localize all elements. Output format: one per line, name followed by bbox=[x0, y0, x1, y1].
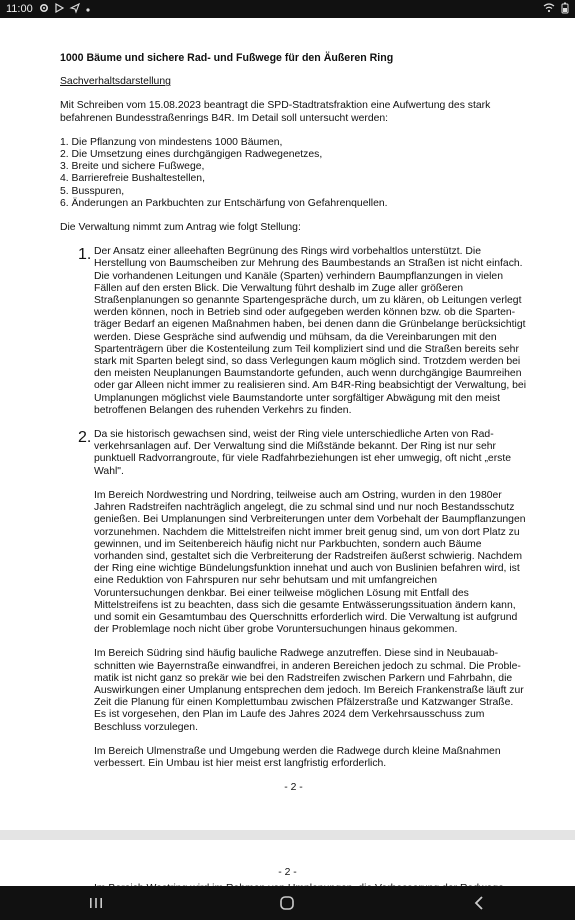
intro-paragraph: Mit Schreiben vom 15.08.2023 beantragt die SPD-Stadtratsfraktion eine Aufwertung des stark befahrenen Bundesstraßenrings B4R. Im Detail soll untersucht werden: bbox=[60, 100, 491, 124]
home-button[interactable] bbox=[267, 891, 307, 915]
page-separator bbox=[0, 830, 575, 840]
request-item: 2. Die Umsetzung eines durchgängigen Radwegenetzes, bbox=[60, 149, 323, 161]
request-item: 1. Die Pflanzung von mindestens 1000 Bäumen, bbox=[60, 136, 283, 148]
request-item: 6. Änderungen an Parkbuchten zur Entschärfung von Gefahrenquellen. bbox=[60, 197, 388, 209]
point-paragraph: Da sie historisch gewachsen sind, weist der Ring viele unterschiedliche Arten von Rad-verkehrsanlagen auf. Der Verwaltung sind die Mißstände bekannt. Der Ring ist nur sehr punktuell Radvorrangroute, für viele Radfahrbeziehungen ist eher umwegig, oft nicht „erste Wahl". bbox=[94, 429, 512, 477]
point-number: 2. bbox=[78, 429, 92, 447]
point-number: 1. bbox=[78, 246, 92, 264]
request-item: 5. Busspuren, bbox=[60, 185, 125, 197]
next-page-number: - 2 - bbox=[278, 867, 297, 878]
wifi-icon bbox=[543, 3, 555, 16]
request-item: 3. Breite und sichere Fußwege, bbox=[60, 161, 205, 173]
back-icon bbox=[472, 895, 486, 911]
point-paragraph: Im Bereich Südring sind häufig bauliche Radwege anzutreffen. Diese sind in Neubauab-schnitten wie Bayernstraße einwandfrei, in anderen Bereichen jedoch zu schmal. Die Proble-matik ist nicht ganz so prekär wie bei den Radstreifen zwischen Parkern und Fahrbahn, die Auswirkungen einer Umplanung entsprechen dem jedoch. Im Bereich Frankenstraße läuft zur Zeit die Planung für einen Komplettumbau zwischen Pfälzerstraße und Katzwanger Straße. Es ist vorgesehen, den Plan im Laufe des Jahres 2024 dem Verkehrsausschuss zum Beschluss vorzulegen. bbox=[94, 648, 524, 733]
document-page[interactable] bbox=[0, 18, 575, 830]
point-body bbox=[94, 429, 527, 770]
stance-paragraph: Die Verwaltung nimmt zum Antrag wie folgt Stellung: bbox=[60, 222, 301, 234]
document-title: 1000 Bäume und sichere Rad- und Fußwege für den Äußeren Ring bbox=[60, 52, 394, 64]
home-icon bbox=[279, 895, 295, 911]
recent-apps-icon bbox=[88, 896, 104, 910]
statement-point bbox=[60, 429, 527, 770]
dot-icon bbox=[86, 4, 90, 15]
play-store-icon bbox=[55, 3, 64, 16]
point-body bbox=[94, 246, 527, 417]
next-document-page[interactable] bbox=[0, 840, 575, 886]
statement-points bbox=[60, 246, 527, 770]
clock: 11:00 bbox=[6, 3, 33, 15]
statement-point bbox=[60, 246, 527, 417]
point-paragraph: Im Bereich Nordwestring und Nordring, teilweise auch am Ostring, wurden in den 1980er Jahren Radstreifen nachträglich angelegt, die zu schmal sind und nur noch Bestandsschutz genießen. Bei Umplanungen sind Verbreiterungen unter dem Vorbehalt der Baumpflanzungen vorzunehmen. Nachdem die Mittelstreifen nicht immer breit genug sind, um von dort Platz zu gewinnen, und im Seitenbereich häufig nicht nur Parkbuchten, sondern auch Bäume vorhanden sind, gestaltet sich die Verbreiterung der Radstreifen äußerst schwierig. Nachdem der Ring eine wichtige Bündelungsfunktion innehat und auch von Buslinien befahren wird, ist eine Reduktion von Fahrspuren nur sehr behutsam und mit umfangreichen Voruntersuchungen denkbar. Bei einer teilweise möglichen Lösung mit Entfall des Mittelstreifens ist zu beachten, dass sich die gesamte Entwässerungssituation ändern kann, und somit ein Gesamtumbau des Querschnitts erforderlich wird. Die Verwaltung ist aufgrund der Problemlage noch nicht über grobe Voruntersuchungen hinaus gekommen. bbox=[94, 489, 526, 636]
request-item: 4. Barrierefreie Bushaltestellen, bbox=[60, 173, 205, 185]
back-button[interactable] bbox=[459, 891, 499, 915]
recent-apps-button[interactable] bbox=[76, 891, 116, 915]
section-heading: Sachverhaltsdarstellung bbox=[60, 76, 171, 88]
battery-icon bbox=[561, 2, 569, 17]
page-number: - 2 - bbox=[284, 782, 303, 794]
point-paragraph: Im Bereich Ulmenstraße und Umgebung werden die Radwege durch kleine Maßnahmen verbessert. Ein Umbau ist hier meist erst langfristig erforderlich. bbox=[94, 745, 501, 769]
status-bar bbox=[0, 0, 575, 18]
send-icon bbox=[70, 3, 80, 16]
point-paragraph: Der Ansatz einer alleehaften Begrünung des Rings wird vorbehaltlos unterstützt. Die Herstellung von Baumscheiben zur Mehrung des Baumbestands an Straßen ist nicht einfach. Die vorhandenen Leitungen und Kanäle (Sparten) verhindern Baumpflanzungen in vielen Fällen auf den ersten Blick. Die Verwaltung führt deshalb im Zuge aller größeren Straßenplanungen so genannte Spartengespräche durch, um zu klären, ob Leitungen verlegt werden können, noch in Betrieb sind oder aufgegeben werden können bzw. ob die Sparten-träger Bedarf an eigenen Maßnahmen haben, bei denen dann die Grünbelange berücksichtigt werden. Diese Gespräche sind aufwendig und mühsam, da die Vereinbarungen mit den Spartenträgern über die Kostenteilung zum Teil kompliziert sind und die Straßen bereits sehr stark mit Sparten belegt sind, so dass Verlegungen kaum möglich sind. Trotzdem werden bei den meisten Neuplanungen Baumstandorte gefunden, auch wenn durchgängige Baumreihen oder gar Alleen nicht immer zu realisieren sind. Am B4R-Ring beabsichtigt der Verwaltung, bei Umplanungen möglichst viele Baumstandorte unter sorgfältiger Abwägung mit den meist betroffenen Belangen des ruhenden Verkehrs zu finden. bbox=[94, 246, 527, 416]
request-list bbox=[60, 137, 527, 210]
gear-icon bbox=[39, 3, 49, 16]
status-right bbox=[543, 2, 569, 17]
navigation-bar bbox=[0, 886, 575, 920]
